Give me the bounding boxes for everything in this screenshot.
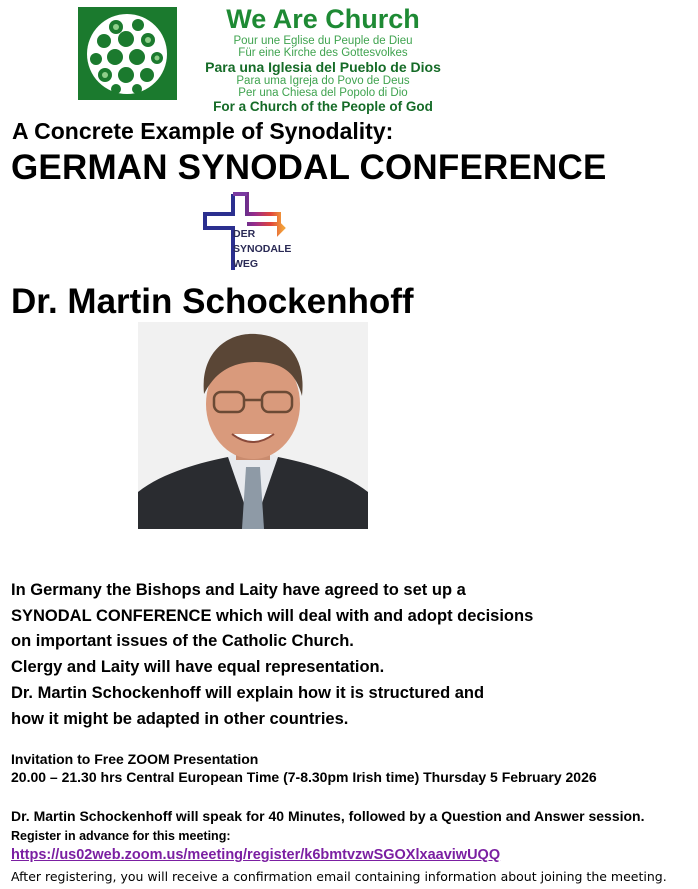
slogan-french: Pour une Eglise du Peuple de Dieu <box>233 35 413 47</box>
dots-globe-icon <box>78 7 177 100</box>
slogan-english: For a Church of the People of God <box>213 99 433 114</box>
speaker-name: Dr. Martin Schockenhoff <box>11 282 414 321</box>
synodal-line-2: SYNODALE <box>233 243 292 255</box>
speaker-photo <box>138 322 368 529</box>
slogan-italian: Per una Chiesa del Popolo di Dio <box>238 87 408 99</box>
description-paragraph <box>11 578 651 732</box>
talk-details <box>11 807 691 846</box>
page-title: GERMAN SYNODAL CONFERENCE <box>11 148 607 187</box>
slogan-german: Für eine Kirche des Gottesvolkes <box>238 47 408 59</box>
description-line: SYNODAL CONFERENCE which will deal with and adopt decisions <box>11 606 534 625</box>
talk-description: Dr. Martin Schockenhoff will speak for 40 Minutes, followed by a Question and Answer session. <box>11 808 645 824</box>
we-are-church-wordmark <box>183 6 463 114</box>
confirmation-note: After registering, you will receive a confirmation email containing information about joining the meeting. <box>11 869 667 884</box>
description-line: Dr. Martin Schockenhoff will explain how it is structured and <box>11 683 485 702</box>
logo-title: We Are Church <box>226 4 420 34</box>
description-line: on important issues of the Catholic Church. <box>11 632 354 651</box>
description-line: In Germany the Bishops and Laity have agreed to set up a <box>11 581 466 599</box>
register-prompt: Register in advance for this meeting: <box>11 829 231 843</box>
page-subtitle: A Concrete Example of Synodality: <box>12 118 394 144</box>
slogan-portuguese: Para uma Igreja do Povo de Deus <box>236 75 410 87</box>
synodal-line-1: DER <box>233 228 256 240</box>
synodal-line-3: WEG <box>233 258 259 270</box>
description-line: Clergy and Laity will have equal representation. <box>11 658 385 677</box>
event-datetime: 20.00 – 21.30 hrs Central European Time (7-8.30pm Irish time) Thursday 5 February 2026 <box>11 769 597 785</box>
we-are-church-logo-mark <box>78 7 177 100</box>
slogan-spanish: Para una Iglesia del Pueblo de Dios <box>205 59 441 75</box>
invitation-heading: Invitation to Free ZOOM Presentation <box>11 751 259 767</box>
invitation-block <box>11 750 597 786</box>
zoom-registration-link[interactable]: https://us02web.zoom.us/meeting/register/k6bmtvzwSGOXlxaaviwUQQ <box>11 847 501 863</box>
synodal-way-wordmark <box>233 227 291 272</box>
description-line: how it might be adapted in other countries. <box>11 709 349 728</box>
